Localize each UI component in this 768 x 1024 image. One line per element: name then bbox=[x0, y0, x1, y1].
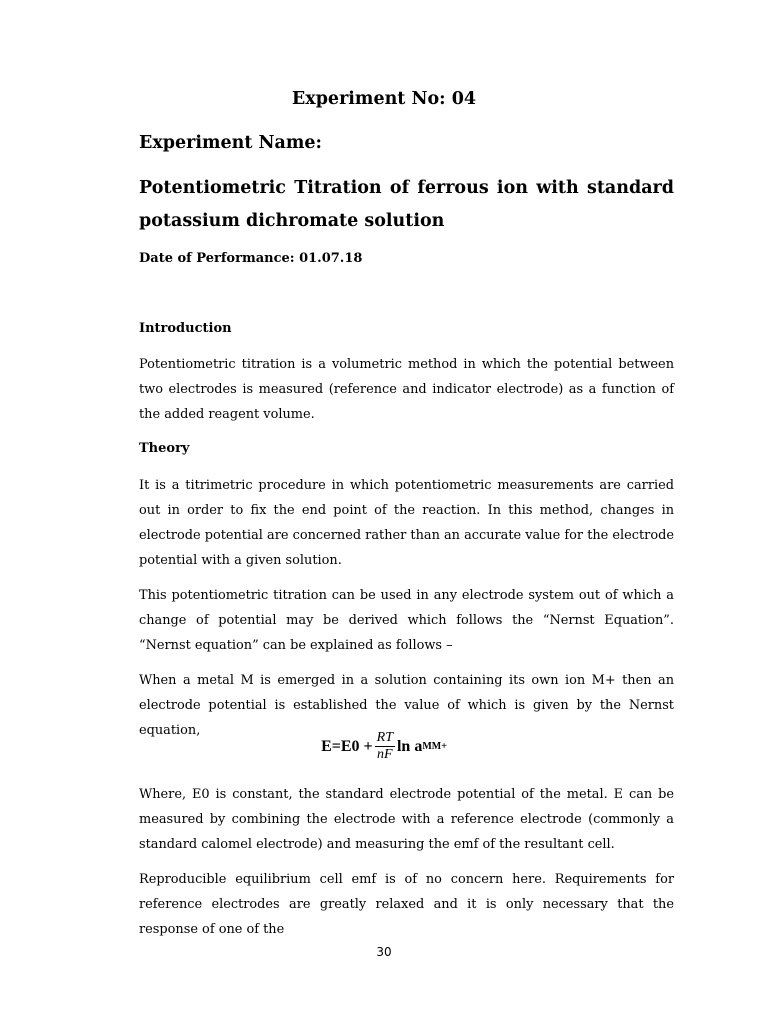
experiment-name-label: Experiment Name: bbox=[139, 133, 323, 153]
title-word: of bbox=[389, 178, 410, 198]
experiment-number: Experiment No: 04 bbox=[291, 89, 477, 109]
experiment-title bbox=[139, 172, 674, 238]
theory-paragraph-1: It is a titrimetric procedure in which potentiometric measurements are carried out in order to fix the end point of the reaction. In this method, changes in electrode potential are concerned rather than an accurate value for the electrode potential with a given solution. bbox=[139, 478, 674, 568]
title-word: ion bbox=[496, 178, 528, 198]
title-word: with bbox=[536, 178, 579, 198]
theory-paragraph-2: This potentiometric titration can be used in any electrode system out of which a change of potential may be derived which follows the “Nernst Equation”. “Nernst equation” can be explained as follows – bbox=[139, 588, 674, 653]
introduction-heading: Introduction bbox=[139, 321, 232, 336]
title-word: ferrous bbox=[417, 178, 489, 198]
equation-numerator: RT bbox=[376, 730, 393, 745]
title-line-2: potassium dichromate solution bbox=[139, 211, 445, 231]
theory-heading: Theory bbox=[139, 441, 190, 456]
nernst-equation bbox=[0, 730, 768, 763]
theory-paragraph-5: Reproducible equilibrium cell emf is of no concern here. Requirements for reference electrodes are greatly relaxed and it is only necessary that the response of one of the bbox=[139, 872, 674, 937]
theory-paragraph-3: When a metal M is emerged in a solution containing its own ion M+ then an electrode potential is established the value of which is given by the Nernst equation, bbox=[139, 673, 674, 738]
theory-paragraph-4: Where, E0 is constant, the standard electrode potential of the metal. E can be measured by combining the electrode with a reference electrode (commonly a standard calomel electrode) and measuring the emf of the resultant cell. bbox=[139, 787, 674, 852]
equation-lhs: E=E0 + bbox=[321, 737, 373, 755]
equation-ln: ln a bbox=[396, 737, 423, 755]
equation-denominator: nF bbox=[377, 747, 393, 762]
equation-subscript: M bbox=[422, 741, 432, 752]
title-word: standard bbox=[586, 178, 674, 198]
title-word: Titration bbox=[294, 178, 382, 198]
title-word: Potentiometric bbox=[139, 178, 286, 198]
equation-superscript: M+ bbox=[431, 741, 447, 752]
equation-fraction bbox=[375, 730, 395, 763]
page-number: 30 bbox=[376, 945, 392, 959]
title-line-1 bbox=[139, 172, 674, 205]
date-of-performance: Date of Performance: 01.07.18 bbox=[139, 251, 363, 266]
introduction-paragraph: Potentiometric titration is a volumetric method in which the potential between two electrodes is measured (reference and indicator electrode) as a function of the added reagent volume. bbox=[139, 357, 674, 422]
